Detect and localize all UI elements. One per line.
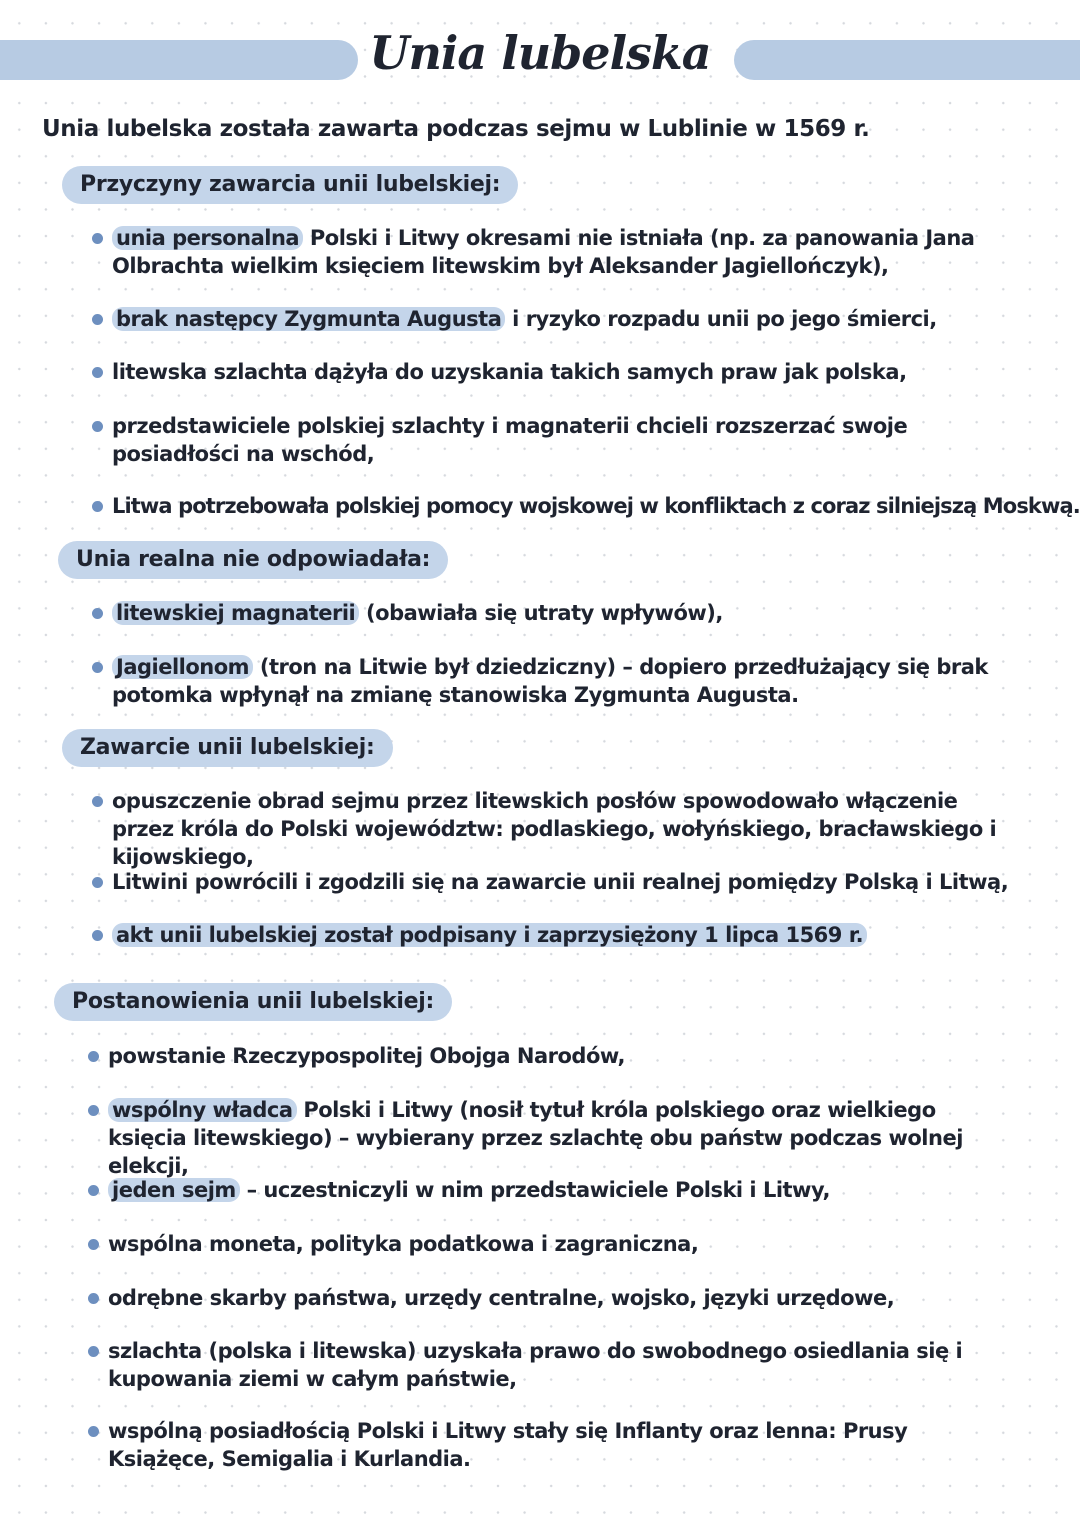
highlight: jeden sejm [108,1178,240,1202]
list-item: litewska szlachta dążyła do uzyskania takich samych praw jak polska, [112,360,907,384]
highlight: unia personalna [112,226,303,250]
list-item: Litwini powrócili i zgodzili się na zawarcie unii realnej pomiędzy Polską i Litwą, [112,870,1009,894]
list-item: Jagiellonom (tron na Litwie był dziedziczny) – dopiero przedłużający się brak potomka wpłynął na zmianę stanowiska Zygmunta Augusta. [112,653,1012,709]
list-item: przedstawiciele polskiej szlachty i magnaterii chcieli rozszerzać swoje posiadłości na wschód, [112,412,1012,468]
list-item: brak następcy Zygmunta Augusta i ryzyko rozpadu unii po jego śmierci, [112,305,937,333]
list-item: wspólną posiadłością Polski i Litwy stały się Inflanty oraz lenna: Prusy Książęce, Semigalia i Kurlandia. [108,1417,1008,1473]
list-item: opuszczenie obrad sejmu przez litewskich posłów spowodowało włączenie przez króla do Polski województw: podlaskiego, wołyńskiego, bracławskiego i kijowskiego, [112,787,1022,871]
highlight: brak następcy Zygmunta Augusta [112,307,505,331]
section-heading-causes: Przyczyny zawarcia unii lubelskiej: [62,166,518,204]
list-item: Litwa potrzebowała polskiej pomocy wojskowej w konfliktach z coraz silniejszą Moskwą. [112,494,1080,518]
highlight: wspólny władca [108,1098,297,1122]
section-heading-opposition: Unia realna nie odpowiadała: [58,541,448,579]
list-item: wspólna moneta, polityka podatkowa i zagraniczna, [108,1232,699,1256]
section-heading-provisions: Postanowienia unii lubelskiej: [54,983,452,1021]
list-item [112,921,867,949]
list-item: odrębne skarby państwa, urzędy centralne, wojsko, języki urzędowe, [108,1286,895,1310]
list-item: wspólny władca Polski i Litwy (nosił tytuł króla polskiego oraz wielkiego księcia litewskiego) – wybierany przez szlachtę obu państw podczas wolnej elekcji, [108,1096,1008,1180]
title-decoration-left [0,40,358,80]
section-heading-conclusion: Zawarcie unii lubelskiej: [62,729,393,767]
list-item: litewskiej magnaterii (obawiała się utraty wpływów), [112,599,723,627]
highlight: Jagiellonom [112,655,253,679]
list-item: powstanie Rzeczypospolitej Obojga Narodów, [108,1044,625,1068]
intro-text: Unia lubelska została zawarta podczas sejmu w Lublinie w 1569 r. [42,116,870,142]
title-decoration-right [734,40,1080,80]
highlight: akt unii lubelskiej został podpisany i zaprzysiężony 1 lipca 1569 r. [112,923,867,947]
list-item: jeden sejm – uczestniczyli w nim przedstawiciele Polski i Litwy, [108,1176,830,1204]
list-item: szlachta (polska i litewska) uzyskała prawo do swobodnego osiedlania się i kupowania ziemi w całym państwie, [108,1337,1008,1393]
highlight: litewskiej magnaterii [112,601,359,625]
list-item: unia personalna Polski i Litwy okresami nie istniała (np. za panowania Jana Olbrachta wielkim księciem litewskim był Aleksander Jagiellończyk), [112,224,1012,280]
page-title: Unia lubelska [369,26,711,80]
